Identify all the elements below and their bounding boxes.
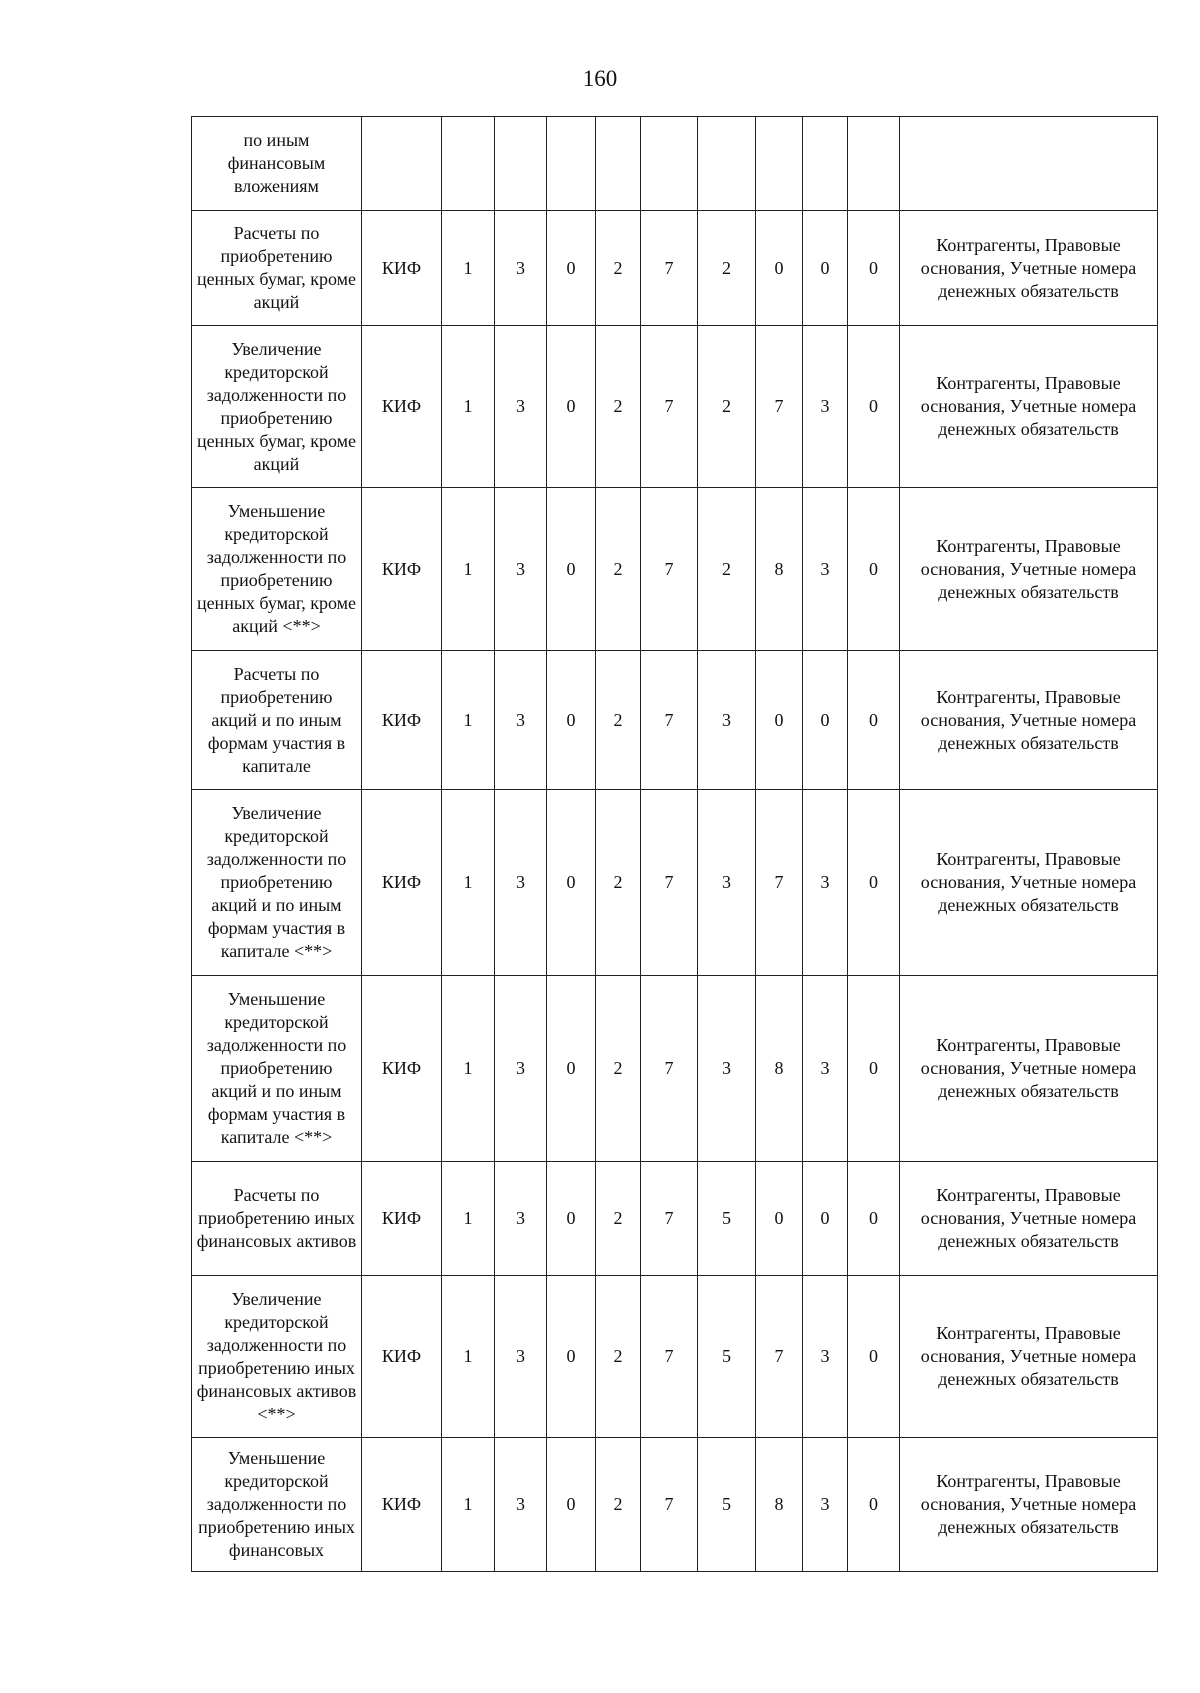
digit-cell: 3: [495, 326, 547, 488]
account-name-cell: по иным финансовым вложениям: [192, 117, 362, 211]
analytics-cell: Контрагенты, Правовые основания, Учетные номера денежных обязательств: [900, 976, 1158, 1162]
digit-cell: 3: [495, 976, 547, 1162]
page-number: 160: [582, 66, 618, 91]
type-cell: [362, 117, 442, 211]
digit-cell: 0: [547, 651, 596, 790]
analytics-cell: Контрагенты, Правовые основания, Учетные номера денежных обязательств: [900, 651, 1158, 790]
digit-cell: 2: [698, 326, 756, 488]
digit-cell: 0: [848, 211, 900, 326]
digit-cell: 3: [495, 211, 547, 326]
digit-cell: 8: [756, 1438, 803, 1572]
type-cell: КИФ: [362, 1438, 442, 1572]
digit-cell: [848, 117, 900, 211]
digit-cell: 5: [698, 1276, 756, 1438]
account-name-cell: Уменьшение кредиторской задолженности по приобретению иных финансовых: [192, 1438, 362, 1572]
digit-cell: [803, 117, 848, 211]
account-name-cell: Расчеты по приобретению иных финансовых активов: [192, 1162, 362, 1276]
table-row: [192, 211, 1158, 326]
analytics-cell: Контрагенты, Правовые основания, Учетные номера денежных обязательств: [900, 790, 1158, 976]
digit-cell: 0: [848, 976, 900, 1162]
table-row: [192, 651, 1158, 790]
digit-cell: 0: [848, 1438, 900, 1572]
account-name-cell: Увеличение кредиторской задолженности по приобретению иных финансовых активов <**>: [192, 1276, 362, 1438]
digit-cell: 1: [442, 1438, 495, 1572]
digit-cell: 2: [596, 1276, 641, 1438]
digit-cell: 0: [803, 211, 848, 326]
type-cell: КИФ: [362, 211, 442, 326]
account-name-cell: Расчеты по приобретению ценных бумаг, кроме акций: [192, 211, 362, 326]
table-row: [192, 976, 1158, 1162]
digit-cell: 2: [596, 488, 641, 651]
digit-cell: 7: [641, 1438, 698, 1572]
digit-cell: 1: [442, 488, 495, 651]
digit-cell: 0: [803, 651, 848, 790]
analytics-cell: Контрагенты, Правовые основания, Учетные номера денежных обязательств: [900, 1438, 1158, 1572]
account-name-cell: Расчеты по приобретению акций и по иным формам участия в капитале: [192, 651, 362, 790]
type-cell: КИФ: [362, 790, 442, 976]
digit-cell: 0: [848, 1162, 900, 1276]
digit-cell: 2: [596, 790, 641, 976]
analytics-cell: Контрагенты, Правовые основания, Учетные номера денежных обязательств: [900, 488, 1158, 651]
digit-cell: 0: [848, 651, 900, 790]
analytics-cell: Контрагенты, Правовые основания, Учетные номера денежных обязательств: [900, 1276, 1158, 1438]
digit-cell: 0: [848, 326, 900, 488]
digit-cell: 7: [641, 488, 698, 651]
account-name-cell: Увеличение кредиторской задолженности по приобретению ценных бумаг, кроме акций: [192, 326, 362, 488]
digit-cell: 3: [803, 1276, 848, 1438]
digit-cell: 0: [756, 1162, 803, 1276]
digit-cell: 0: [756, 211, 803, 326]
digit-cell: 1: [442, 1162, 495, 1276]
digit-cell: 0: [803, 1162, 848, 1276]
digit-cell: 7: [756, 790, 803, 976]
digit-cell: 3: [698, 976, 756, 1162]
analytics-cell: Контрагенты, Правовые основания, Учетные номера денежных обязательств: [900, 326, 1158, 488]
digit-cell: 0: [756, 651, 803, 790]
account-name-cell: Уменьшение кредиторской задолженности по приобретению акций и по иным формам участия в капитале <**>: [192, 976, 362, 1162]
type-cell: КИФ: [362, 1276, 442, 1438]
table-row: [192, 1162, 1158, 1276]
digit-cell: 0: [848, 1276, 900, 1438]
digit-cell: 2: [596, 211, 641, 326]
digit-cell: 3: [803, 790, 848, 976]
digit-cell: 5: [698, 1438, 756, 1572]
type-cell: КИФ: [362, 488, 442, 651]
digit-cell: 1: [442, 976, 495, 1162]
digit-cell: 3: [698, 651, 756, 790]
table-row: [192, 1276, 1158, 1438]
digit-cell: 0: [848, 488, 900, 651]
type-cell: КИФ: [362, 1162, 442, 1276]
digit-cell: 2: [698, 488, 756, 651]
digit-cell: 2: [596, 1162, 641, 1276]
analytics-cell: Контрагенты, Правовые основания, Учетные номера денежных обязательств: [900, 211, 1158, 326]
digit-cell: 2: [596, 651, 641, 790]
digit-cell: 0: [547, 488, 596, 651]
digit-cell: 7: [641, 326, 698, 488]
digit-cell: [547, 117, 596, 211]
digit-cell: 0: [848, 790, 900, 976]
digit-cell: 7: [641, 651, 698, 790]
digit-cell: 0: [547, 1276, 596, 1438]
digit-cell: 0: [547, 790, 596, 976]
digit-cell: 3: [803, 488, 848, 651]
digit-cell: 7: [641, 211, 698, 326]
digit-cell: 7: [756, 1276, 803, 1438]
table-row: [192, 117, 1158, 211]
digit-cell: 7: [641, 976, 698, 1162]
type-cell: КИФ: [362, 651, 442, 790]
digit-cell: 3: [803, 976, 848, 1162]
digit-cell: 7: [641, 1162, 698, 1276]
table-row: [192, 1438, 1158, 1572]
type-cell: КИФ: [362, 976, 442, 1162]
analytics-cell: Контрагенты, Правовые основания, Учетные номера денежных обязательств: [900, 1162, 1158, 1276]
digit-cell: 2: [596, 1438, 641, 1572]
digit-cell: 3: [803, 1438, 848, 1572]
digit-cell: 7: [756, 326, 803, 488]
digit-cell: [698, 117, 756, 211]
digit-cell: [756, 117, 803, 211]
type-cell: КИФ: [362, 326, 442, 488]
digit-cell: 0: [547, 1438, 596, 1572]
digit-cell: 1: [442, 326, 495, 488]
digit-cell: 2: [698, 211, 756, 326]
digit-cell: [641, 117, 698, 211]
digit-cell: 0: [547, 1162, 596, 1276]
digit-cell: 7: [641, 1276, 698, 1438]
digit-cell: 3: [495, 651, 547, 790]
digit-cell: 1: [442, 1276, 495, 1438]
digit-cell: 0: [547, 326, 596, 488]
digit-cell: 1: [442, 790, 495, 976]
digit-cell: 5: [698, 1162, 756, 1276]
digit-cell: 1: [442, 211, 495, 326]
account-name-cell: Увеличение кредиторской задолженности по приобретению акций и по иным формам участия в капитале <**>: [192, 790, 362, 976]
digit-cell: 0: [547, 976, 596, 1162]
digit-cell: 3: [495, 1162, 547, 1276]
digit-cell: 3: [803, 326, 848, 488]
digit-cell: 7: [641, 790, 698, 976]
digit-cell: 8: [756, 488, 803, 651]
digit-cell: [495, 117, 547, 211]
digit-cell: 2: [596, 326, 641, 488]
digit-cell: 0: [547, 211, 596, 326]
account-name-cell: Уменьшение кредиторской задолженности по приобретению ценных бумаг, кроме акций <**>: [192, 488, 362, 651]
digit-cell: 3: [495, 1276, 547, 1438]
digit-cell: 1: [442, 651, 495, 790]
table-row: [192, 488, 1158, 651]
digit-cell: 3: [495, 790, 547, 976]
digit-cell: 3: [495, 488, 547, 651]
table-row: [192, 326, 1158, 488]
analytics-cell: [900, 117, 1158, 211]
digit-cell: 2: [596, 976, 641, 1162]
digit-cell: 3: [698, 790, 756, 976]
table-row: [192, 790, 1158, 976]
digit-cell: 8: [756, 976, 803, 1162]
table-body: [192, 117, 1158, 1572]
accounts-table: [191, 116, 1158, 1572]
digit-cell: 3: [495, 1438, 547, 1572]
digit-cell: [596, 117, 641, 211]
digit-cell: [442, 117, 495, 211]
